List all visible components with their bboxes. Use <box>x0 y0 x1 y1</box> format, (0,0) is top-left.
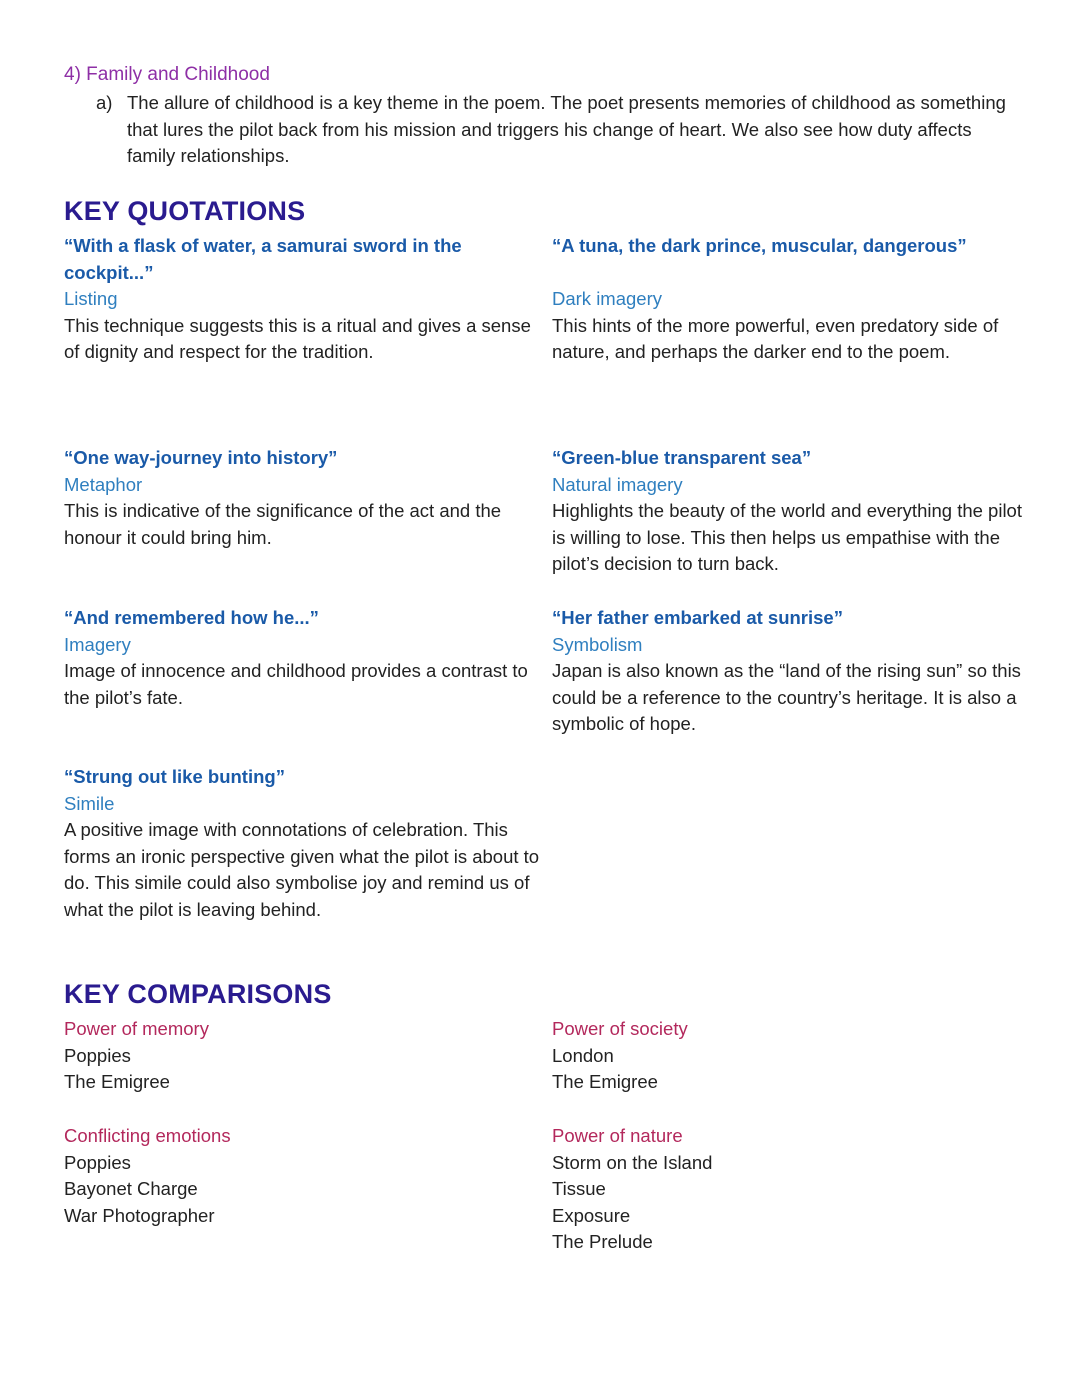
quotation-text: “A tuna, the dark prince, muscular, dangerous” <box>552 235 967 256</box>
comparison-poem: War Photographer <box>64 1204 215 1226</box>
technique-label: Natural imagery <box>552 473 683 495</box>
explanation-text: This technique suggests this is a ritual and gives a sense of dignity and respect for the tradition. <box>64 314 531 362</box>
comparison-poem: The Emigree <box>552 1071 658 1092</box>
quotation-text: “Her father embarked at sunrise” <box>552 607 843 628</box>
explanation-text: A positive image with connotations of celebration. This forms an ironic perspective given what the pilot is about to do. This simile could also symbolise joy and remind us of what the pilot is leaving behind. <box>64 819 540 920</box>
comparison-poem: Exposure <box>552 1204 631 1226</box>
explanation-text: Japan is also known as the “land of the rising sun” so this could be a reference to the country’s heritage. It is also a symbolic of hope. <box>552 660 1021 734</box>
quotation-block <box>552 605 1022 738</box>
quotation-block <box>64 605 534 711</box>
comparison-poem: Poppies <box>64 1151 131 1173</box>
technique-label: Imagery <box>64 633 131 655</box>
quotation-block <box>64 233 534 366</box>
explanation-text: Highlights the beauty of the world and everything the pilot is willing to lose. This then helps us empathise with the pilot’s decision to turn back. <box>552 500 1022 574</box>
comparison-poem: Bayonet Charge <box>64 1178 198 1199</box>
quotation-text: “One way-journey into history” <box>64 447 338 468</box>
explanation-text: This is indicative of the significance of the act and the honour it could bring him. <box>64 500 502 548</box>
item-a-text: The allure of childhood is a key theme in the poem. The poet presents memories of childhood as something that lures the pilot back from his mission and triggers his change of heart. We also see how duty affects family relationships. <box>127 92 1006 166</box>
quotation-text: “With a flask of water, a samurai sword in the cockpit...” <box>64 235 462 283</box>
item-a-marker: a) <box>96 92 113 113</box>
quotation-text: “And remembered how he...” <box>64 607 319 628</box>
comparison-group <box>552 1123 1022 1256</box>
quotation-block <box>552 233 1022 366</box>
comparison-group <box>64 1016 534 1096</box>
explanation-text: This hints of the more powerful, even predatory side of nature, and perhaps the darker end to the poem. <box>552 314 999 362</box>
section-item-a <box>96 90 1016 170</box>
comparison-poem: Tissue <box>552 1178 606 1199</box>
quotation-block <box>64 764 544 923</box>
comparison-poem: Storm on the Island <box>552 1151 713 1173</box>
quotation-text: “Strung out like bunting” <box>64 766 285 787</box>
comparison-title: Conflicting emotions <box>64 1125 231 1146</box>
quotation-text: “Green-blue transparent sea” <box>552 447 812 468</box>
technique-label: Simile <box>64 792 115 814</box>
technique-label: Dark imagery <box>552 288 662 309</box>
technique-label: Metaphor <box>64 473 143 495</box>
quotation-block <box>64 445 534 551</box>
comparison-poem: London <box>552 1044 614 1066</box>
quotation-block <box>552 445 1022 578</box>
comparison-title: Power of memory <box>64 1018 209 1039</box>
comparison-title: Power of society <box>552 1018 688 1039</box>
comparison-group <box>552 1016 1022 1096</box>
comparison-poem: Poppies <box>64 1044 131 1066</box>
explanation-text: Image of innocence and childhood provides a contrast to the pilot’s fate. <box>64 660 528 708</box>
comparison-title: Power of nature <box>552 1125 683 1146</box>
comparison-poem: The Emigree <box>64 1071 170 1092</box>
section-title: 4) Family and Childhood <box>64 64 270 85</box>
key-quotations-heading: KEY QUOTATIONS <box>64 196 306 226</box>
key-comparisons-heading: KEY COMPARISONS <box>64 979 332 1009</box>
comparison-group <box>64 1123 534 1229</box>
comparison-poem: The Prelude <box>552 1231 653 1252</box>
technique-label: Symbolism <box>552 633 643 655</box>
technique-label: Listing <box>64 288 118 309</box>
